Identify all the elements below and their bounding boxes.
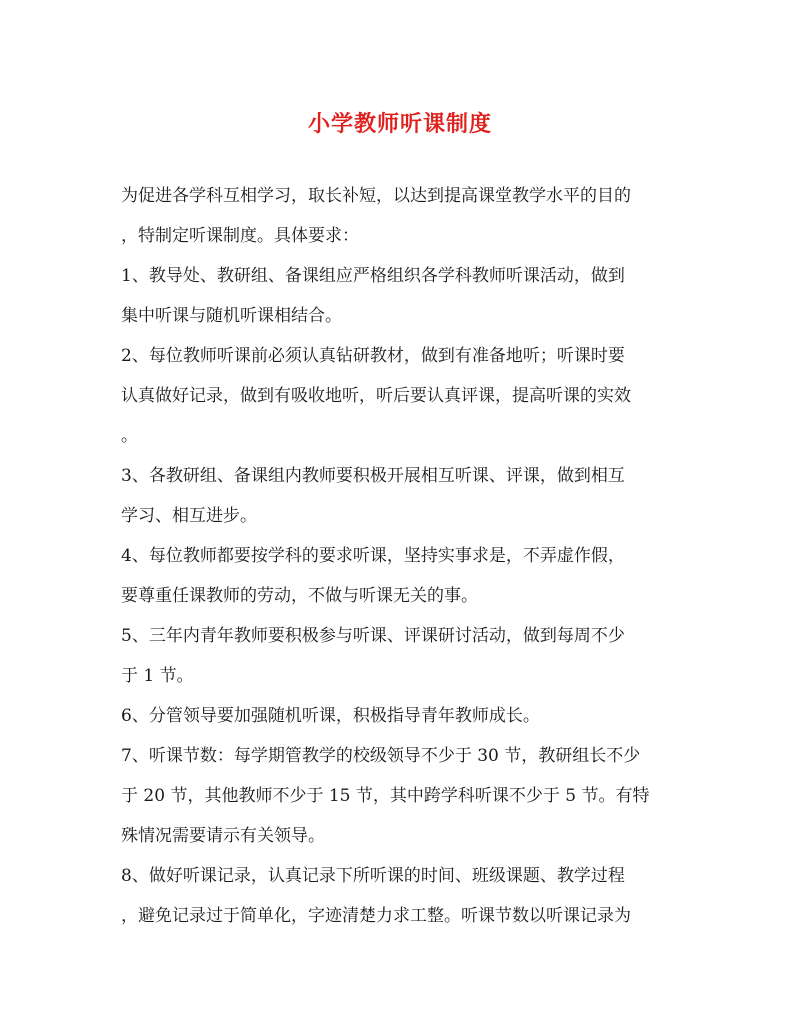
body-line: 于 20 节，其他教师不少于 15 节，其中跨学科听课不少于 5 节。有特 bbox=[121, 786, 650, 806]
document-title: 小学教师听课制度 bbox=[307, 111, 492, 137]
body-line: 5、三年内青年教师要积极参与听课、评课研讨活动，做到每周不少 bbox=[121, 626, 625, 646]
body-line: ，特制定听课制度。具体要求： bbox=[121, 226, 359, 246]
body-line: 8、做好听课记录，认真记录下所听课的时间、班级课题、教学过程 bbox=[121, 866, 625, 886]
body-line: ，避免记录过于简单化，字迹清楚力求工整。听课节数以听课记录为 bbox=[121, 906, 631, 926]
body-line: 2、每位教师听课前必须认真钻研教材，做到有准备地听；听课时要 bbox=[121, 346, 625, 366]
body-line: 认真做好记录，做到有吸收地听，听后要认真评课，提高听课的实效 bbox=[121, 386, 631, 406]
body-line: 6、分管领导要加强随机听课，积极指导青年教师成长。 bbox=[121, 706, 540, 726]
body-line: 于 1 节。 bbox=[121, 666, 194, 686]
body-line: 集中听课与随机听课相结合。 bbox=[121, 306, 342, 326]
body-line: 1、教导处、教研组、备课组应严格组织各学科教师听课活动，做到 bbox=[121, 266, 625, 286]
body-line: 殊情况需要请示有关领导。 bbox=[121, 826, 325, 846]
document-body bbox=[121, 176, 686, 936]
body-line: 3、各教研组、备课组内教师要积极开展相互听课、评课，做到相互 bbox=[121, 466, 625, 486]
body-line: 为促进各学科互相学习，取长补短，以达到提高课堂教学水平的目的 bbox=[121, 186, 631, 206]
body-line: 。 bbox=[121, 426, 138, 446]
body-line: 7、听课节数：每学期管教学的校级领导不少于 30 节，教研组长不少 bbox=[121, 746, 641, 766]
body-line: 要尊重任课教师的劳动，不做与听课无关的事。 bbox=[121, 586, 478, 606]
body-line: 学习、相互进步。 bbox=[121, 506, 257, 526]
body-line: 4、每位教师都要按学科的要求听课，坚持实事求是，不弄虚作假， bbox=[121, 546, 625, 566]
